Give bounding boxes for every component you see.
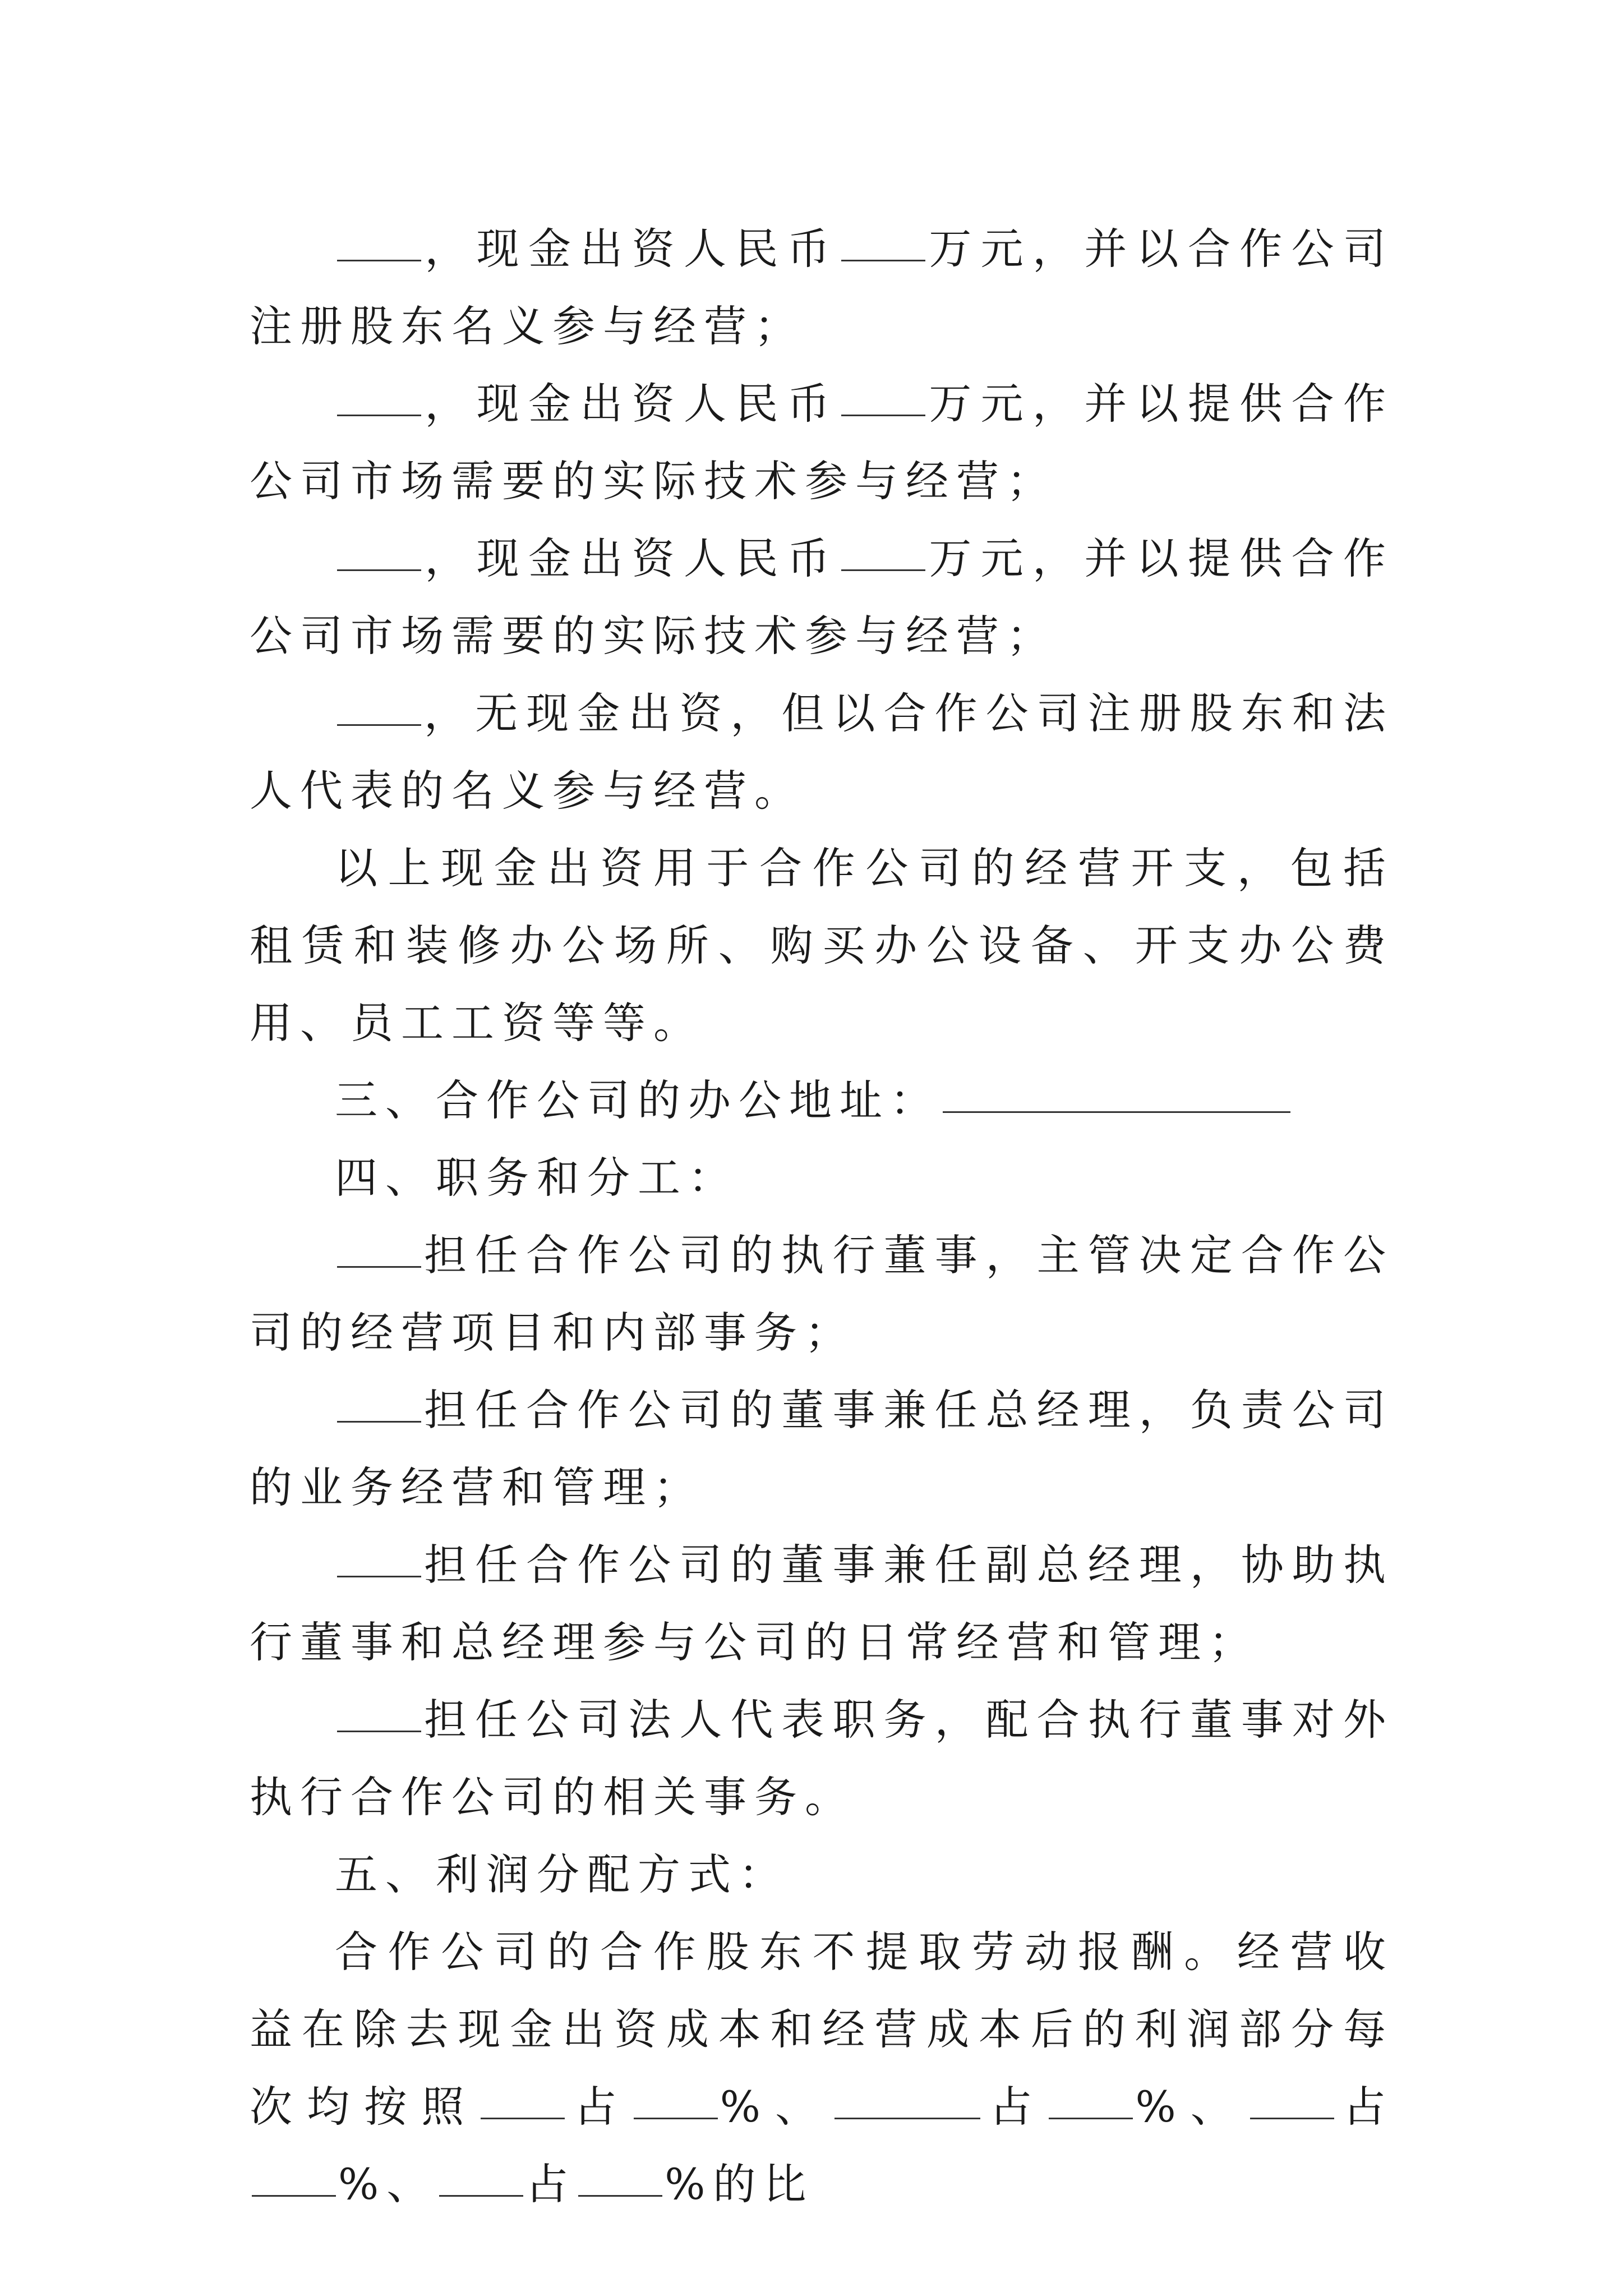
- blank-line[interactable]: [337, 1731, 421, 1732]
- blank-line[interactable]: [337, 260, 421, 261]
- paragraph-text: 以上现金出资用于合作公司的经营开支，包括租赁和装修办公场所、购买办公设备、开支办公费用、员工工资等等。: [250, 843, 1394, 1048]
- paragraph-text: 担任合作公司的执行董事，主管决定合作公司的经营项目和内部事务；: [250, 1230, 1394, 1358]
- blank-line[interactable]: [337, 1421, 421, 1423]
- paragraph-text: 合作公司的合作股东不提取劳动报酬。经营收益在除去现金出资成本和经营成本后的利润部分每次均按照: [250, 1927, 1394, 2132]
- paragraph-text: ，现金出资人民币: [423, 379, 839, 429]
- section-duties: [250, 1139, 1394, 1217]
- section-heading: 四、职务和分工：: [335, 1153, 739, 1203]
- blank-line[interactable]: [481, 2118, 565, 2119]
- blank-line[interactable]: [834, 2118, 980, 2119]
- blank-line[interactable]: [634, 2118, 718, 2119]
- paragraph-text: %、: [720, 2082, 833, 2132]
- blank-line[interactable]: [841, 569, 925, 571]
- paragraph-text: ，无现金出资，但以合作公司注册股东和法人代表的名义参与经营。: [250, 688, 1394, 816]
- blank-line[interactable]: [252, 2195, 336, 2197]
- section-heading: 五、利润分配方式：: [335, 1849, 789, 1899]
- blank-line[interactable]: [439, 2195, 523, 2197]
- paragraph-cash-usage: [250, 830, 1394, 1062]
- blank-line[interactable]: [578, 2195, 662, 2197]
- section-office-address: [250, 1062, 1394, 1139]
- paragraph-duty-3: [250, 1526, 1394, 1681]
- blank-line[interactable]: [841, 260, 925, 261]
- paragraph-duty-2: [250, 1372, 1394, 1526]
- paragraph-text: 担任合作公司的董事兼任副总经理，协助执行董事和总经理参与公司的日常经营和管理；: [250, 1540, 1394, 1667]
- blank-line[interactable]: [337, 724, 421, 726]
- paragraph-text: 万元，并以提供合作公司市场需要的实际技术参与经营；: [250, 533, 1394, 661]
- paragraph-text: %、: [338, 2159, 437, 2209]
- paragraph-text: ，现金出资人民币: [423, 224, 839, 274]
- document-body: [250, 210, 1394, 2223]
- paragraph-text: 担任公司法人代表职务，配合执行董事对外执行合作公司的相关事务。: [250, 1695, 1394, 1822]
- blank-line[interactable]: [337, 1266, 421, 1268]
- paragraph-shareholder-3: [250, 520, 1394, 675]
- paragraph-text: 占: [1336, 2082, 1394, 2132]
- blank-line[interactable]: [337, 1576, 421, 1577]
- paragraph-text: 占: [525, 2159, 577, 2209]
- address-blank-line[interactable]: [943, 1111, 1290, 1113]
- blank-line[interactable]: [1250, 2118, 1334, 2119]
- paragraph-text: 担任合作公司的董事兼任总经理，负责公司的业务经营和管理；: [250, 1385, 1394, 1512]
- section-heading: 三、合作公司的办公地址：: [335, 1075, 940, 1125]
- paragraph-shareholder-4: [250, 675, 1394, 830]
- blank-line[interactable]: [841, 415, 925, 416]
- paragraph-text: 万元，并以合作公司注册股东名义参与经营；: [250, 224, 1394, 351]
- paragraph-text: 占: [983, 2082, 1047, 2132]
- blank-line[interactable]: [337, 415, 421, 416]
- paragraph-text: ，现金出资人民币: [423, 533, 839, 583]
- blank-line[interactable]: [1049, 2118, 1133, 2119]
- paragraph-duty-4: [250, 1681, 1394, 1836]
- blank-line[interactable]: [337, 569, 421, 571]
- paragraph-shareholder-1: [250, 210, 1394, 365]
- paragraph-text: %的比: [665, 2159, 814, 2209]
- paragraph-text: 万元，并以提供合作公司市场需要的实际技术参与经营；: [250, 379, 1394, 506]
- paragraph-text: 占: [567, 2082, 631, 2132]
- paragraph-shareholder-2: [250, 365, 1394, 520]
- section-profit-distribution: [250, 1836, 1394, 1913]
- paragraph-text: %、: [1135, 2082, 1248, 2132]
- paragraph-profit-ratio: [250, 1913, 1394, 2223]
- paragraph-duty-1: [250, 1217, 1394, 1372]
